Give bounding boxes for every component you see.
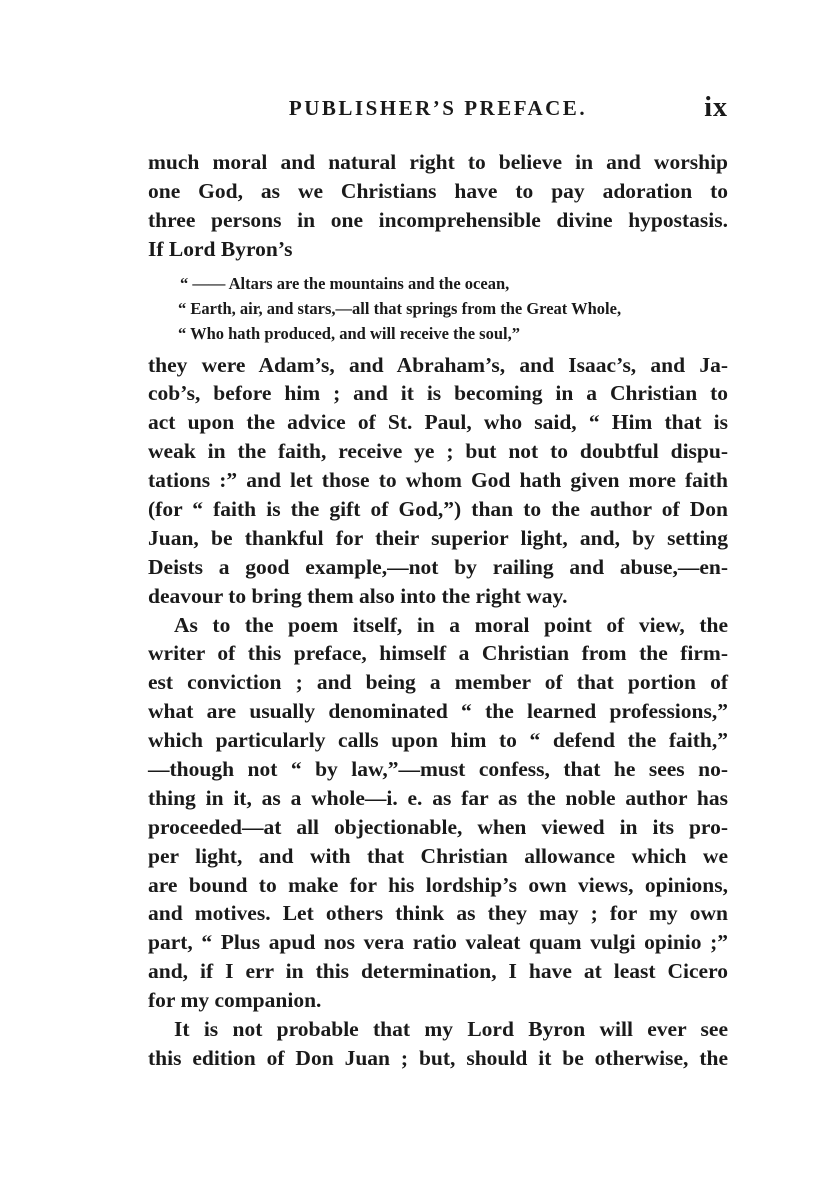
text-line: tations :” and let those to whom God hath given more faith xyxy=(148,468,728,493)
text-line: It is not probable that my Lord Byron will ever see xyxy=(174,1017,728,1042)
paragraph-3 xyxy=(148,611,728,1015)
text-line: est conviction ; and being a member of that portion of xyxy=(148,670,728,695)
text-line: Juan, be thankful for their superior light, and, by setting xyxy=(148,525,728,550)
text-line: and, if I err in this determination, I have at least Cicero xyxy=(148,959,728,984)
text-line: (for “ faith is the gift of God,”) than to the author of Don xyxy=(148,497,728,522)
paragraph-2 xyxy=(148,351,728,611)
text-line: are bound to make for his lordship’s own views, opinions, xyxy=(148,872,728,897)
text-line: writer of this preface, himself a Christian from the firm- xyxy=(148,641,728,666)
text-line: act upon the advice of St. Paul, who said, “ Him that is xyxy=(148,410,728,435)
text-line: three persons in one incomprehensible divine hypostasis. xyxy=(148,207,728,232)
text-line: they were Adam’s, and Abraham’s, and Isaac’s, and Ja- xyxy=(148,352,728,377)
page-number: ix xyxy=(704,92,728,123)
verse-quotation xyxy=(148,264,728,351)
text-line: cob’s, before him ; and it is becoming in a Christian to xyxy=(148,381,728,406)
text-line: —though not “ by law,”—must confess, that he sees no- xyxy=(148,757,728,782)
text-line: what are usually denominated “ the learned professions,” xyxy=(148,699,728,724)
text-line: proceeded—at all objectionable, when viewed in its pro- xyxy=(148,814,728,839)
paragraph-4 xyxy=(148,1015,728,1073)
text-line: much moral and natural right to believe in and worship xyxy=(148,150,728,174)
text-line: for my companion. xyxy=(148,988,322,1013)
text-line: Deists a good example,—not by railing and abuse,—en- xyxy=(148,554,728,579)
running-header xyxy=(148,92,728,136)
paragraph-1 xyxy=(148,148,728,264)
text-line: part, “ Plus apud nos vera ratio valeat quam vulgi opinio ;” xyxy=(148,930,728,955)
text-line: If Lord Byron’s xyxy=(148,236,293,261)
verse-line: “ Earth, air, and stars,—all that springs from the Great Whole, xyxy=(178,298,622,318)
text-line: weak in the faith, receive ye ; but not to doubtful dispu- xyxy=(148,439,728,464)
verse-line: “ —— Altars are the mountains and the ocean, xyxy=(180,273,510,293)
page-body xyxy=(148,148,728,1073)
text-line: and motives. Let others think as they may ; for my own xyxy=(148,901,728,926)
text-line: deavour to bring them also into the right way. xyxy=(148,583,568,608)
text-line: per light, and with that Christian allowance which we xyxy=(148,843,728,868)
text-line: this edition of Don Juan ; but, should it be otherwise, the xyxy=(148,1045,728,1070)
text-line: As to the poem itself, in a moral point of view, the xyxy=(174,612,728,637)
page-title: PUBLISHER’S PREFACE. xyxy=(288,96,588,120)
text-line: thing in it, as a whole—i. e. as far as the noble author has xyxy=(148,785,728,810)
verse-line: “ Who hath produced, and will receive the soul,” xyxy=(178,323,520,343)
text-line: one God, as we Christians have to pay adoration to xyxy=(148,178,728,203)
text-line: which particularly calls upon him to “ defend the faith,” xyxy=(148,728,728,753)
